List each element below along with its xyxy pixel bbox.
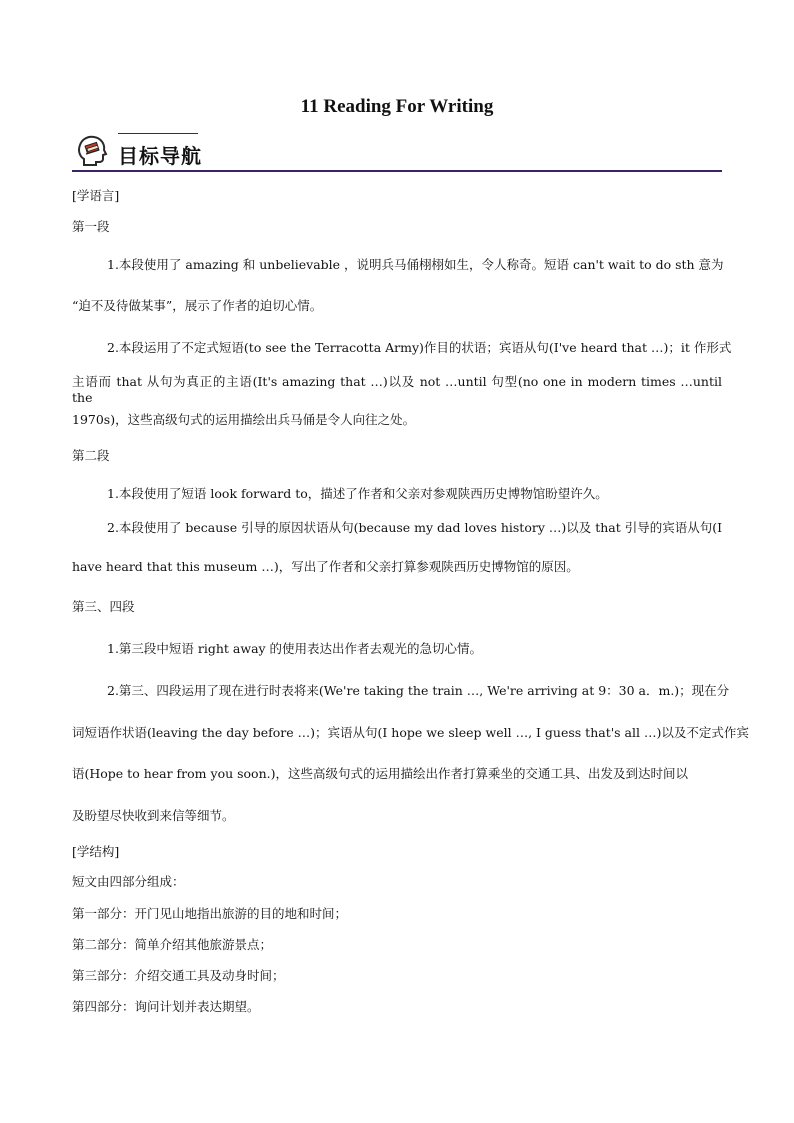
body-text-line: 2.本段运用了不定式短语(to see the Terracotta Army)作目的状语；宾语从句(I've heard that …)；it 作形式 <box>107 340 732 355</box>
body-text-line: 词短语作状语(leaving the day before …)；宾语从句(I hope we sleep well …, I guess that's all …)以及不定式作宾 <box>72 725 749 740</box>
banner-accent-line <box>118 133 198 134</box>
body-text-line: 1.本段使用了 amazing 和 unbelievable ，说明兵马俑栩栩如生，令人称奇。短语 can't wait to do sth 意为 <box>107 257 724 272</box>
body-text-line: have heard that this museum …)，写出了作者和父亲打算参观陕西历史博物馆的原因。 <box>72 559 579 574</box>
document-title: 11 Reading For Writing <box>300 96 494 117</box>
section-banner <box>72 128 722 172</box>
body-text-line: 主语而 that 从句为真正的主语(It's amazing that …)以及 not …until 句型(no one in modern times …until the <box>72 374 722 405</box>
body-text-line: 及盼望尽快收到来信等细节。 <box>72 808 235 823</box>
body-text-line: 语(Hope to hear from you soon.)，这些高级句式的运用描绘出作者打算乘坐的交通工具、出发及到达时间以 <box>72 766 688 781</box>
body-text-line: “迫不及待做某事”，展示了作者的迫切心情。 <box>72 298 323 313</box>
banner-label: 目标导航 <box>118 144 202 168</box>
list-item: 第三部分：介绍交通工具及动身时间； <box>72 968 285 983</box>
paragraph-heading: 第一段 <box>72 219 110 234</box>
list-item: 第一部分：开门见山地指出旅游的目的地和时间； <box>72 906 348 921</box>
body-text-line: 2.第三、四段运用了现在进行时表将来(We're taking the train …, We're arriving at 9：30 a．m.)；现在分 <box>107 683 730 698</box>
body-text-line: 1.第三段中短语 right away 的使用表达出作者去观光的急切心情。 <box>107 641 483 656</box>
body-text-line: 2.本段使用了 because 引导的原因状语从句(because my dad loves history …)以及 that 引导的宾语从句(I <box>107 520 723 535</box>
body-text-line: 1970s)，这些高级句式的运用描绘出兵马俑是令人向往之处。 <box>72 412 416 427</box>
section-heading-structure: [学结构] <box>72 844 120 859</box>
list-item: 第二部分：简单介绍其他旅游景点； <box>72 937 273 952</box>
paragraph-heading: 第二段 <box>72 448 110 463</box>
banner-divider <box>72 170 722 172</box>
body-text-line: 短文由四部分组成： <box>72 874 185 889</box>
body-text-line: 1.本段使用了短语 look forward to，描述了作者和父亲对参观陕西历史博物馆盼望许久。 <box>107 486 608 501</box>
head-book-icon <box>74 132 110 168</box>
section-heading-language: [学语言] <box>72 188 120 203</box>
paragraph-heading: 第三、四段 <box>72 599 135 614</box>
list-item: 第四部分：询问计划并表达期望。 <box>72 999 260 1014</box>
